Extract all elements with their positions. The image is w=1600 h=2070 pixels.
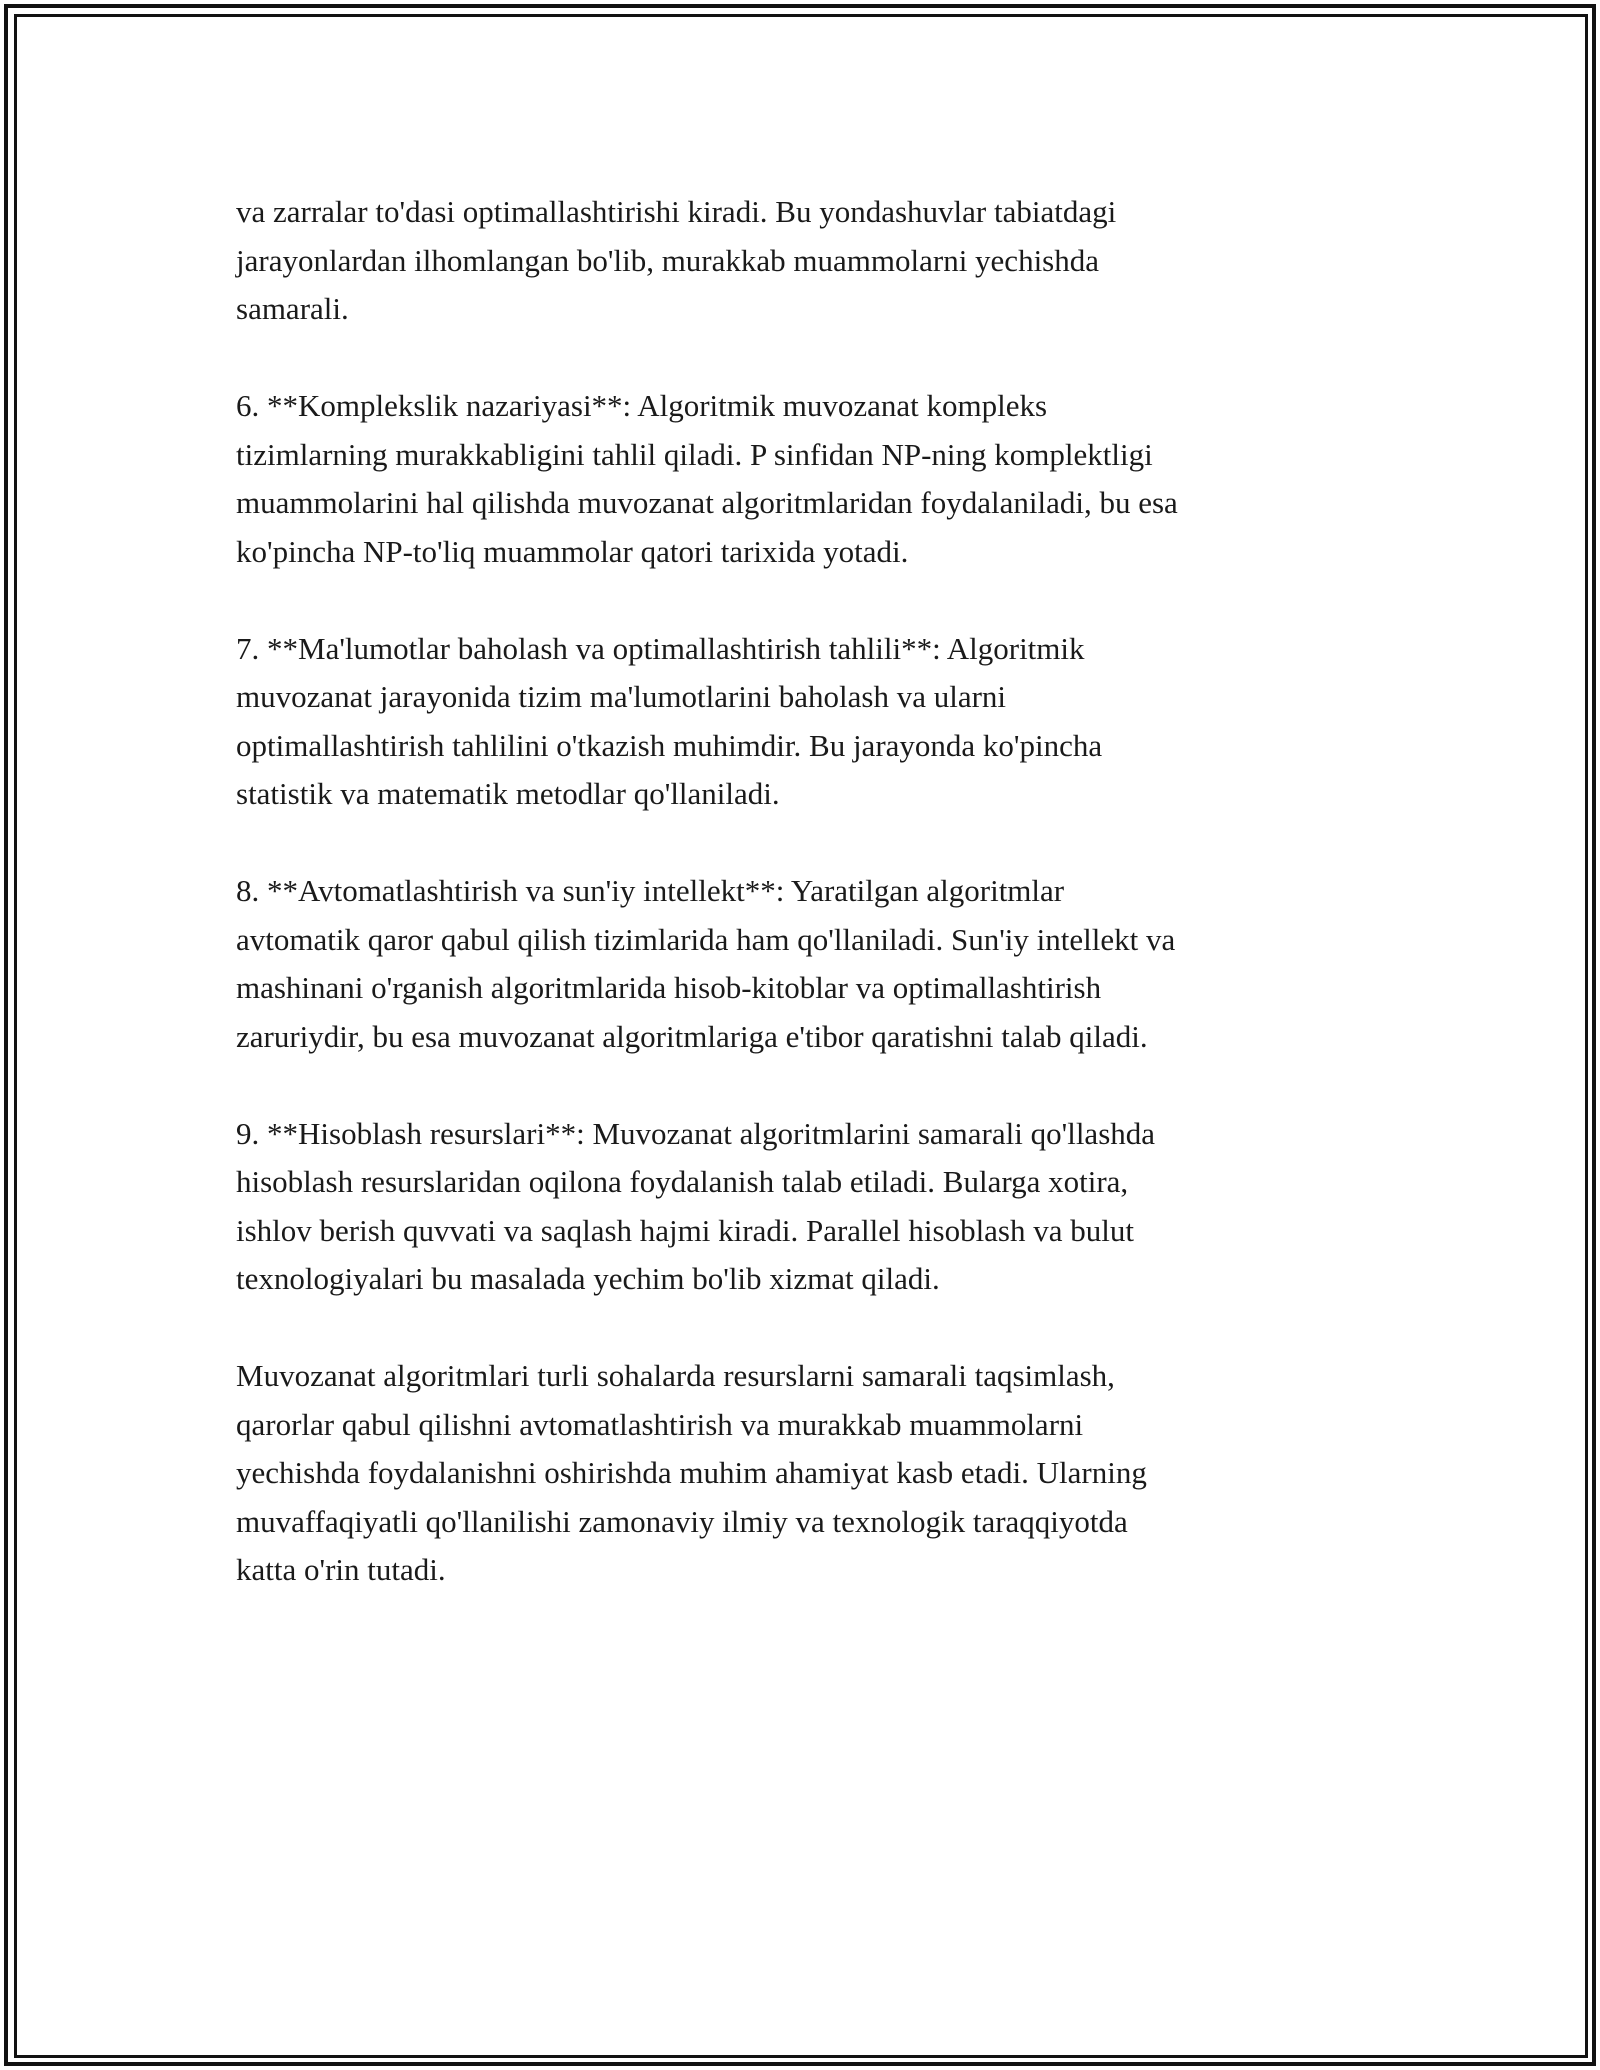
paragraph-item-7: 7. **Ma'lumotlar baholash va optimallashtirish tahlili**: Algoritmik muvozanat jarayonida tizim ma'lumotlarini baholash va ularni optimallashtirish tahlilini o'tkazish muhimdir. Bu jarayonda ko'pincha statistik va matematik metodlar qo'llaniladi. [236,630,1103,811]
paragraph-conclusion: Muvozanat algoritmlari turli sohalarda resurslarni samarali taqsimlash, qarorlar qabul qilishni avtomatlashtirish va murakkab muammolarni yechishda foydalanishni oshirishda muhim ahamiyat kasb etadi. Ularning muvaffaqiyatli qo'llanilishi zamonaviy ilmiy va texnologik taraqqiyotda katta o'rin tutadi. [236,1358,1147,1587]
document-body [236,188,1356,1595]
paragraph-item-6: 6. **Komplekslik nazariyasi**: Algoritmik muvozanat kompleks tizimlarning murakkabligini tahlil qiladi. P sinfidan NP-ning komplektligi muammolarini hal qilishda muvozanat algoritmlaridan foydalaniladi, bu esa ko'pincha NP-to'liq muammolar qatori tarixida yotadi. [236,388,1178,569]
paragraph-item-9: 9. **Hisoblash resurslari**: Muvozanat algoritmlarini samarali qo'llashda hisoblash resurslaridan oqilona foydalanish talab etiladi. Bularga xotira, ishlov berish quvvati va saqlash hajmi kiradi. Parallel hisoblash va bulut texnologiyalari bu masalada yechim bo'lib xizmat qiladi. [236,1115,1156,1296]
paragraph-continuation: va zarralar to'dasi optimallashtirishi kiradi. Bu yondashuvlar tabiatdagi jarayonlardan ilhomlangan bo'lib, murakkab muammolarni yechishda samarali. [236,194,1117,326]
paragraph-item-8: 8. **Avtomatlashtirish va sun'iy intellekt**: Yaratilgan algoritmlar avtomatik qaror qabul qilish tizimlarida ham qo'llaniladi. Sun'iy intellekt va mashinani o'rganish algoritmlarida hisob-kitoblar va optimallashtirish zaruriydir, bu esa muvozanat algoritmlariga e'tibor qaratishni talab qiladi. [236,873,1176,1054]
